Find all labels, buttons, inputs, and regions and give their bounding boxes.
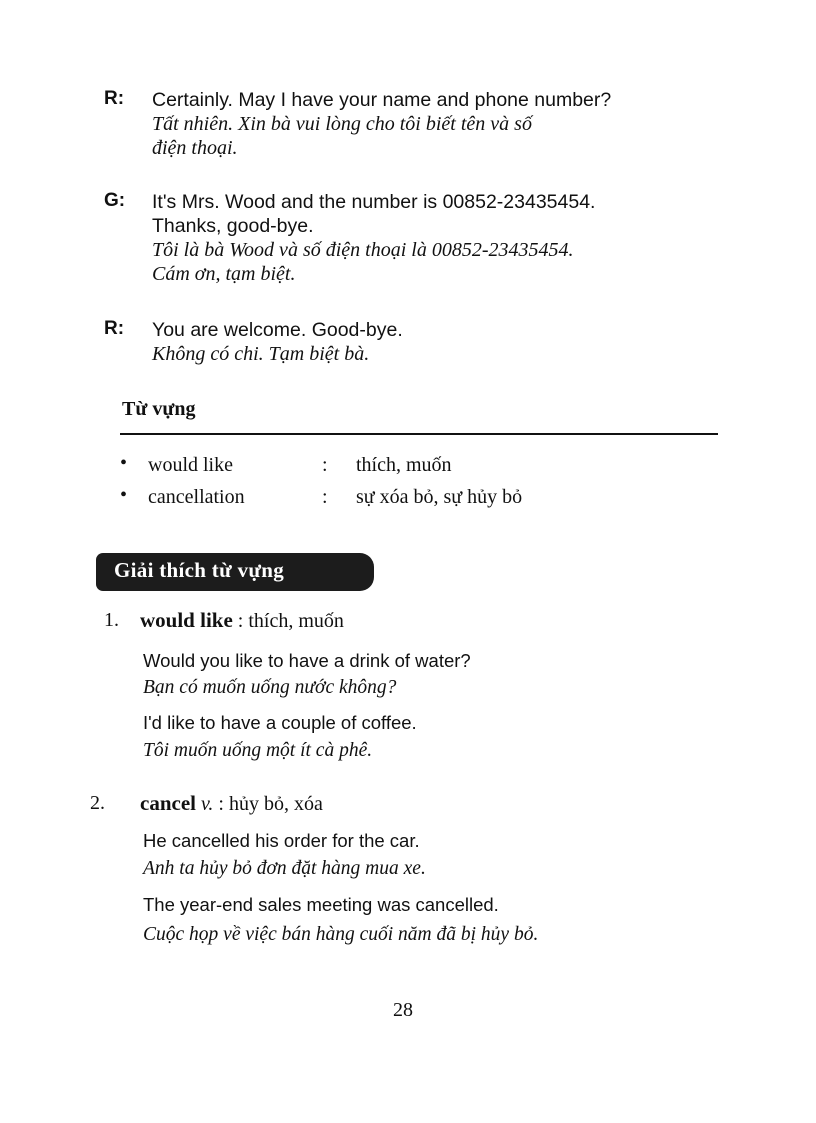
entry-headword [140,791,323,816]
example-english: Would you like to have a drink of water? [143,650,471,671]
dialogue-line-2 [104,190,744,286]
bullet-icon: • [120,452,128,474]
vietnamese-line: Cám ơn, tạm biệt. [152,263,296,285]
vietnamese-line: Tất nhiên. Xin bà vui lòng cho tôi biết tên và số [152,113,532,135]
page-number: 28 [393,999,413,1021]
entry-word: would like [140,608,233,632]
explanation-heading: Giải thích từ vựng [114,558,285,582]
example-vietnamese: Cuộc họp về việc bán hàng cuối năm đã bị hủy bỏ. [143,924,539,945]
heading-rule [120,433,718,435]
entry-part-of-speech: v. [200,793,214,815]
example-vietnamese: Anh ta hủy bỏ đơn đặt hàng mua xe. [143,858,426,879]
entry-headword [140,608,344,633]
vocab-colon: : [322,486,328,508]
entry-separator: : [232,610,249,632]
speaker-label: R: [104,88,125,109]
example-vietnamese: Bạn có muốn uống nước không? [143,677,397,698]
english-line: Certainly. May I have your name and phone number? [152,89,612,111]
example-vietnamese: Tôi muốn uống một ít cà phê. [143,740,373,761]
vocab-term: would like [148,454,233,476]
vietnamese-line: Tôi là bà Wood và số điện thoại là 00852-23435454. [152,239,574,261]
explanation-banner [96,553,374,591]
dialogue-line-1 [104,88,744,160]
vocab-definition: thích, muốn [356,454,452,476]
entry-word: cancel [140,791,196,815]
vocab-term: cancellation [148,486,245,508]
vocab-colon: : [322,454,328,476]
entry-number: 2. [90,792,105,814]
entry-number: 1. [104,609,119,631]
vietnamese-line: Không có chi. Tạm biệt bà. [152,343,370,365]
example-english: The year-end sales meeting was cancelled. [143,894,499,915]
english-line: You are welcome. Good-bye. [152,319,403,341]
entry-meaning: hủy bỏ, xóa [228,793,323,815]
dialogue-line-3 [104,318,744,366]
english-line: Thanks, good-bye. [152,215,314,237]
vocabulary-heading: Từ vựng [122,398,196,420]
vietnamese-line: điện thoại. [152,137,238,159]
example-english: I'd like to have a couple of coffee. [143,712,417,733]
speaker-label: G: [104,190,126,211]
entry-meaning: thích, muốn [248,610,344,632]
english-line: It's Mrs. Wood and the number is 00852-23435454. [152,191,596,213]
example-english: He cancelled his order for the car. [143,830,420,851]
bullet-icon: • [120,484,128,506]
speaker-label: R: [104,318,125,339]
vocab-definition: sự xóa bỏ, sự hủy bỏ [356,486,523,508]
entry-separator: : [213,793,229,815]
